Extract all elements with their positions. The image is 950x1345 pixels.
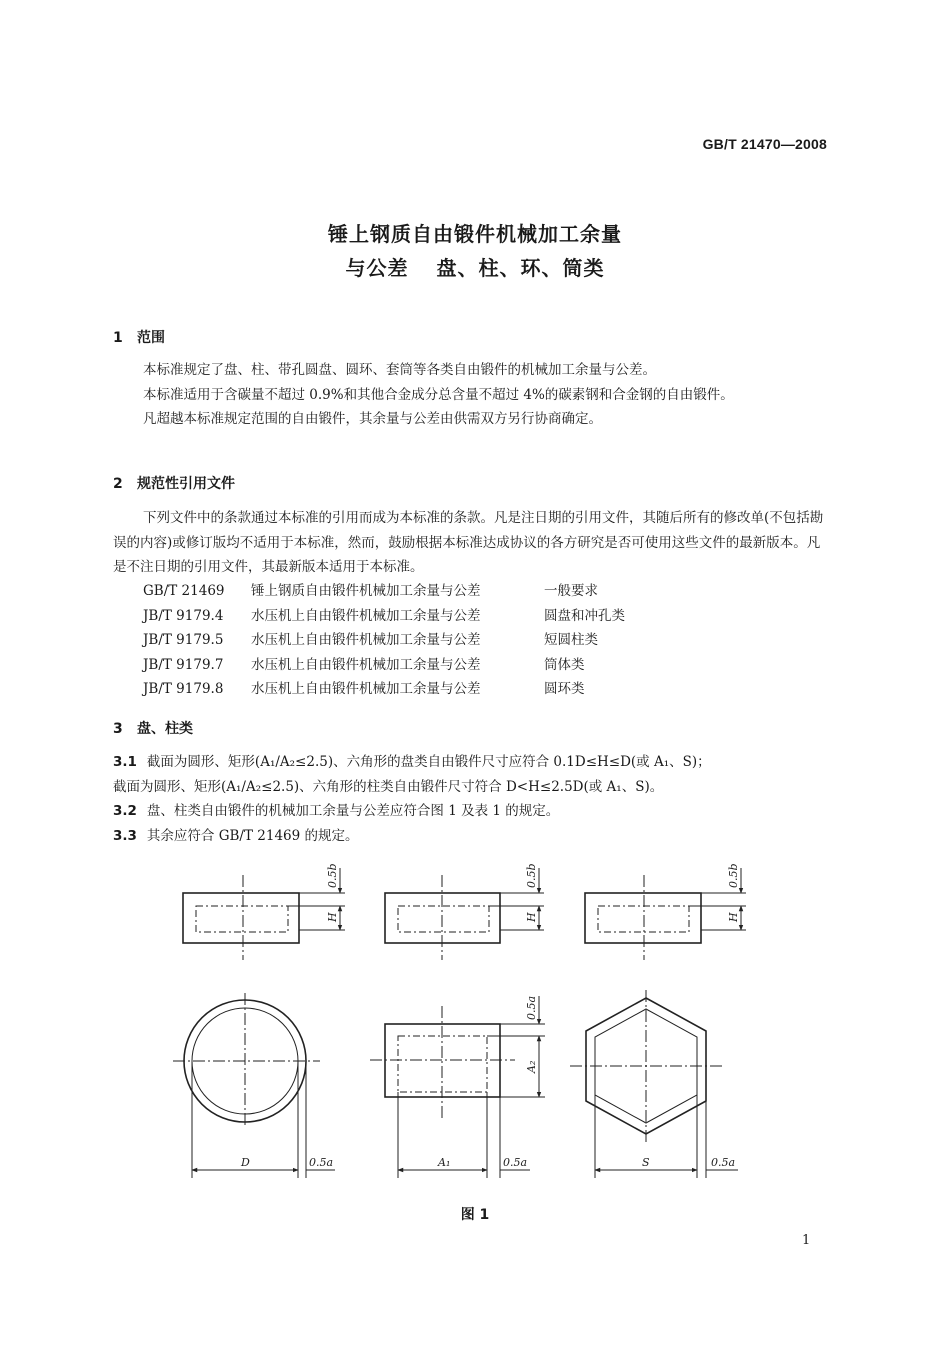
document-title-line1: 锤上钢质自由锻件机械加工余量 (328, 222, 622, 246)
reference-scope: 圆环类 (544, 681, 585, 697)
reference-scope: 圆盘和冲孔类 (544, 607, 625, 624)
dimension-label-half-a: 0.5a (711, 1156, 736, 1169)
reference-name: 水压机上自由锻件机械加工余量与公差 (251, 632, 481, 648)
section-number: 2 (113, 476, 123, 492)
reference-name: 锤上钢质自由锻件机械加工余量与公差 (251, 583, 481, 599)
reference-name: 水压机上自由锻件机械加工余量与公差 (251, 656, 481, 673)
dimension-label-H: H (326, 912, 339, 922)
reference-code: GB/T 21469 (143, 583, 225, 599)
dimension-label-S: S (642, 1156, 650, 1169)
clause-number: 3.2 (113, 803, 137, 819)
clause-number: 3.3 (113, 827, 137, 844)
reference-code: JB/T 9179.7 (143, 656, 224, 673)
dimension-label-half-a: 0.5a (503, 1156, 528, 1169)
dimension-label-half-a: 0.5a (309, 1156, 334, 1169)
reference-name: 水压机上自由锻件机械加工余量与公差 (251, 607, 481, 624)
dimension-label-D: D (241, 1156, 250, 1169)
side-view-disc-3 (585, 868, 746, 960)
clause-text: 其余应符合 GB/T 21469 的规定。 (146, 827, 359, 844)
dimension-label-A1: A₁ (438, 1156, 451, 1169)
reference-code: JB/T 9179.8 (143, 681, 224, 697)
paragraph: 本标准适用于含碳量不超过 0.9%和其他合金成分总含量不超过 4%的碳素钢和合金钢的自由锻件。 (143, 386, 734, 403)
dimension-label-half-b: 0.5b (326, 863, 339, 888)
dimension-label-half-b: 0.5b (525, 863, 538, 888)
paragraph: 本标准规定了盘、柱、带孔圆盘、圆环、套筒等各类自由锻件的机械加工余量与公差。 (143, 362, 656, 378)
clause-text: 截面为圆形、矩形(A₁/A₂≤2.5)、六角形的盘类自由锻件尺寸应符合 0.1D≤H≤D(或 A₁、S)； (146, 754, 711, 770)
reference-scope: 短圆柱类 (544, 632, 598, 648)
section-view-hexagon (570, 990, 738, 1178)
section-number: 3 (113, 721, 123, 737)
clause-3-1-cont: 截面为圆形、矩形(A₁/A₂≤2.5)、六角形的柱类自由锻件尺寸符合 D<H≤2.5D(或 A₁、S)。 (113, 778, 664, 795)
clause-number: 3.1 (113, 754, 137, 770)
dimension-label-half-b: 0.5b (727, 863, 740, 888)
section-title: 规范性引用文件 (137, 476, 235, 492)
section-view-circle (173, 993, 335, 1178)
paragraph: 下列文件中的条款通过本标准的引用而成为本标准的条款。凡是注日期的引用文件，其随后所有的修改单(不包括勘误的内容)或修订版均不适用于本标准，然而，鼓励根据本标准达成协议的各方研究是否可使用这些文件的最新版本。凡是不注日期的引用文件，其最新版本适用于本标准。 (113, 510, 824, 575)
paragraph: 凡超越本标准规定范围的自由锻件，其余量与公差由供需双方另行协商确定。 (143, 411, 602, 427)
title-part-b: 盘、柱、环、筒类 (436, 256, 605, 280)
side-view-disc-2 (385, 868, 544, 960)
clause-text: 盘、柱类自由锻件的机械加工余量与公差应符合图 1 及表 1 的规定。 (146, 803, 560, 819)
section-view-rectangle (370, 996, 545, 1178)
reference-code: JB/T 9179.5 (143, 632, 224, 648)
title-part-a: 与公差 (345, 256, 409, 280)
section-title: 范围 (137, 330, 165, 346)
section-title: 盘、柱类 (137, 721, 193, 737)
dimension-label-A2: A₂ (525, 1060, 538, 1073)
dimension-label-H: H (525, 912, 538, 922)
dimension-label-H: H (727, 912, 740, 922)
standard-code: GB/T 21470—2008 (702, 136, 827, 152)
reference-scope: 筒体类 (544, 656, 585, 673)
page-number: 1 (802, 1233, 811, 1248)
reference-code: JB/T 9179.4 (143, 607, 224, 624)
side-view-disc-1 (183, 868, 345, 960)
figure-caption: 图 1 (460, 1207, 490, 1223)
section-number: 1 (113, 330, 123, 346)
reference-name: 水压机上自由锻件机械加工余量与公差 (251, 681, 481, 697)
reference-scope: 一般要求 (544, 583, 598, 599)
dimension-label-half-a: 0.5a (525, 995, 538, 1020)
